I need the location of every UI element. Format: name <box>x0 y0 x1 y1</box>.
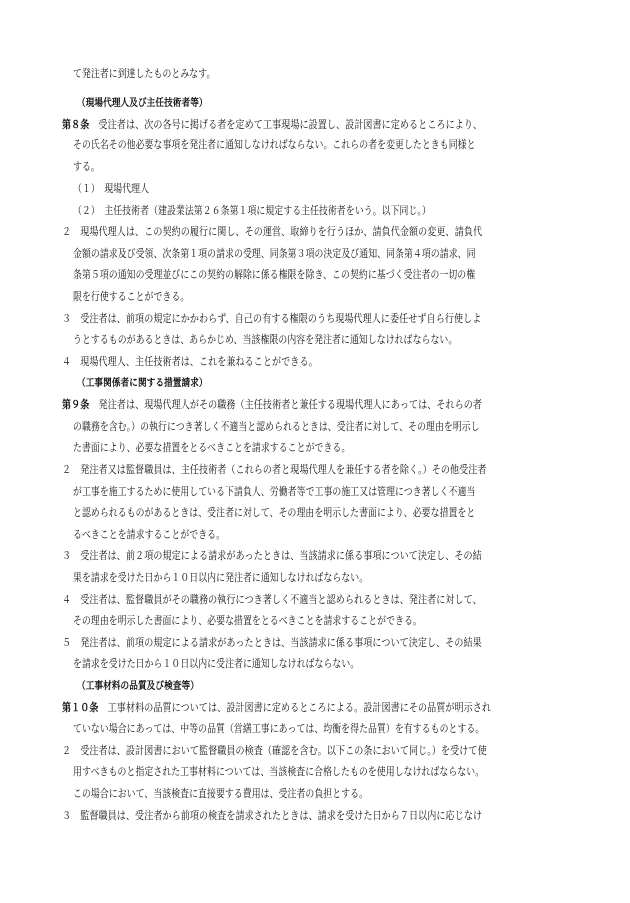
text-line: ２ 受注者は、設計図書において監督職員の検査（確認を含む。以下この条において同じ。）を受けて使 <box>62 745 487 757</box>
text-line: うとするものがあるときは、あらかじめ、当該権限の内容を発注者に通知しなければならない。 <box>73 334 458 346</box>
text-line: その理由を明示した書面により、必要な措置をとるべきことを請求することができる。 <box>73 615 422 627</box>
text-line: るべきことを請求することができる。 <box>73 529 226 541</box>
text-line: する。 <box>73 161 100 173</box>
text-line: と認められるものがあるときは、受注者に対して、その理由を明示した書面により、必要な措置をと <box>73 507 476 519</box>
list-item: （１） 現場代理人 <box>73 183 150 195</box>
text-line: 限を行使することができる。 <box>73 291 190 303</box>
text-line: ３ 監督職員は、受注者から前項の検査を請求されたときは、請求を受けた日から７日以内に応じなけ <box>62 810 483 822</box>
text-line: た書面により、必要な措置をとるべきことを請求することができる。 <box>73 442 351 454</box>
text-line: 条第５項の通知の受理並びにこの契約の解除に係る権限を除き、この契約に基づく受注者の一切の権 <box>73 269 476 281</box>
text-line: ２ 現場代理人は、この契約の履行に関し、その運営、取締りを行うほか、請負代金額の変更、請負代 <box>62 226 483 238</box>
text-line: その氏名その他必要な事項を発注者に通知しなければならない。これらの者を変更したときも同様と <box>73 139 476 151</box>
article-line: 第８条 受注者は、次の各号に掲げる者を定めて工事現場に設置し、設計図書に定めるところにより、 <box>62 119 483 131</box>
text-line: て発注者に到達したものとみなす。 <box>73 68 216 80</box>
article-label: 第９条 <box>62 399 90 411</box>
text-line: 金額の請求及び受領、次条第１項の請求の受理、同条第３項の決定及び通知、同条第４項の請求、同 <box>73 248 476 260</box>
article-line: 第１０条 工事材料の品質については、設計図書に定めるところによる。設計図書にその品質が明示され <box>62 702 492 714</box>
text-line: を請求を受けた日から１０日以内に受注者に通知しなければならない。 <box>73 658 360 670</box>
text-line: が工事を施工するために使用している下請負人、労働者等で工事の施工又は管理につき著しく不適当 <box>73 486 476 498</box>
article-label: 第１０条 <box>62 702 99 714</box>
list-item: （２） 主任技術者（建設業法第２６条第１項に規定する主任技術者をいう。以下同じ。） <box>73 205 431 217</box>
section-heading: （現場代理人及び主任技術者等） <box>77 97 208 109</box>
text-line: ていない場合にあっては、中等の品質（営繕工事にあっては、均衡を得た品質）を有するものとする。 <box>73 723 485 735</box>
section-heading: （工事関係者に関する措置請求） <box>77 377 208 389</box>
text-line: 用すべきものと指定された工事材料については、当該検査に合格したものを使用しなければならない。 <box>73 766 485 778</box>
text-line: の職務を含む。）の執行につき著しく不適当と認められるときは、受注者に対して、その理由を明示し <box>73 421 480 433</box>
text-line: ４ 受注者は、監督職員がその職務の執行につき著しく不適当と認められるときは、発注者に対して、 <box>62 594 482 606</box>
article-line: 第９条 発注者は、現場代理人がその職務（主任技術者と兼任する現場代理人にあっては、それらの者 <box>62 399 483 411</box>
text-line: 果を請求を受けた日から１０日以内に発注者に通知しなければならない。 <box>73 572 369 584</box>
section-heading: （工事材料の品質及び検査等） <box>77 680 199 692</box>
text-line: ３ 受注者は、前項の規定にかかわらず、自己の有する権限のうち現場代理人に委任せず自ら行使しよ <box>62 313 482 325</box>
text-line: ４ 現場代理人、主任技術者は、これを兼ねることができる。 <box>62 356 318 368</box>
article-label: 第８条 <box>62 119 90 131</box>
text-line: ３ 受注者は、前２項の規定による請求があったときは、当該請求に係る事項について決定し、その結 <box>62 550 482 562</box>
text-line: ５ 発注者は、前項の規定による請求があったときは、当該請求に係る事項について決定し、その結果 <box>62 637 482 649</box>
text-line: この場合において、当該検査に直接要する費用は、受注者の負担とする。 <box>73 788 369 800</box>
text-line: ２ 発注者又は監督職員は、主任技術者（これらの者と現場代理人を兼任する者を除く。）その他受注者 <box>62 464 487 476</box>
